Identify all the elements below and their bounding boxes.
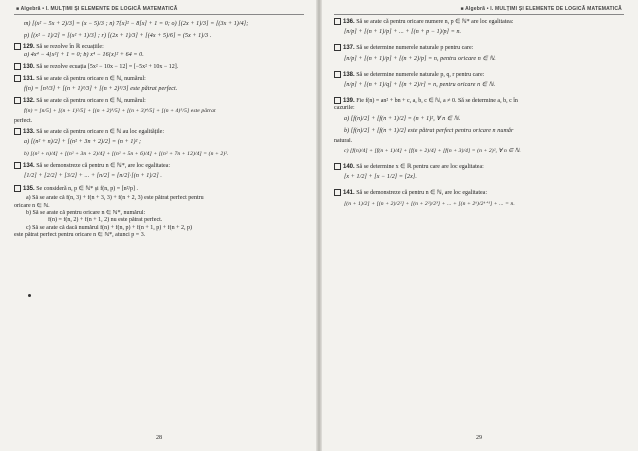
problem-part-b: b) [f(n)/2] + [f(n + 1)/2] este pătrat perfect pentru oricare n număr (344, 127, 514, 134)
problem-number: 139. (343, 97, 355, 104)
checkbox-square-icon (14, 43, 21, 50)
equation-text: [(x² − 1)/2] = [(x² + 1)/3] ; r) [(2x + 1)/3] + [(4x + 5)/6] = (5x + 1)/3 . (30, 33, 212, 39)
problem-133 (14, 128, 306, 160)
problem-part-a: a) Să se arate că f(n, 3) + f(n + 3, 3) + f(n + 2, 3) este pătrat perfect pentru (26, 195, 204, 202)
problem-text: Să se demonstreze că pentru n ∈ ℕ, are loc egalitatea: (356, 190, 487, 197)
problem-137 (334, 44, 626, 64)
right-header-rule (334, 14, 624, 15)
left-page-body (14, 18, 306, 242)
problem-equation: [x + 1/2] + [x − 1/2] = [2x]. (344, 174, 417, 181)
problem-text: Fie f(n) = an² + bn + c, a, b, c ∈ ℕ, a ≠ 0. Să se determine a, b, c în (356, 97, 518, 104)
problem-equation: [n/p] + [(n + 1)/p] + [(n + 2)/p] = n, pentru oricare n ∈ ℕ. (344, 55, 496, 62)
checkbox-square-icon (14, 128, 21, 135)
problem-number: 134. (23, 162, 35, 169)
problem-text: Să se arate că pentru oricare numere n, p ∈ ℕ* are loc egalitatea: (356, 18, 514, 25)
problem-138 (334, 71, 626, 91)
problem-part-a: a) [f(n)/2] + [f(n + 1)/2] = (n + 1)², ∀ n ∈ ℕ. (344, 115, 461, 122)
right-page (320, 0, 638, 451)
problem-equation: [n/p] + [(n + 1)/q] + [(n + 2)/r] = n, pentru oricare n ∈ ℕ. (344, 81, 496, 88)
checkbox-square-icon (334, 97, 341, 104)
equation-label: p) (24, 33, 30, 39)
problem-number: 129. (23, 43, 35, 50)
equation-line (24, 31, 306, 42)
problem-text: Să se arate că pentru oricare n ∈ ℕ, numărul: (36, 75, 146, 82)
problem-130 (14, 62, 306, 73)
equation-text: [(x² − 5x + 2)/3] = (x − 5)/3 ; n) 7{x}² − 8[x] + 1 = 0; o) [(2x + 1)/3] = [(3x + 1)/4]; (32, 21, 249, 27)
checkbox-square-icon (14, 63, 21, 70)
checkbox-square-icon (14, 185, 21, 192)
problem-number: 135. (23, 186, 35, 193)
problem-text: Să se determine numerele naturale p, q, r pentru care: (356, 71, 485, 78)
checkbox-square-icon (334, 163, 341, 170)
left-page-number: 28 (156, 435, 162, 441)
problem-continuation: oricare n ∈ ℕ. (14, 202, 50, 209)
problem-131 (14, 75, 306, 95)
problem-129 (14, 43, 306, 60)
problem-part-b-formula: f(n) = f(n, 2) + f(n + 1, 2) nu este pătrat perfect. (48, 217, 163, 224)
problem-number: 130. (23, 63, 35, 70)
problem-number: 133. (23, 128, 35, 135)
problem-text: Să se arate că pentru oricare n ∈ ℕ, numărul: (36, 97, 146, 104)
problem-number: 138. (343, 71, 355, 78)
problem-136 (334, 18, 626, 38)
problem-equation: a) 4x⁴ − 4[x²] + 1 = 0; b) x⁴ − 16[x]² + 64 = 0. (24, 52, 144, 59)
left-running-header: ■ Algebră • I. MULȚIMI ȘI ELEMENTE DE LOGICĂ MATEMATICĂ (16, 6, 178, 12)
problem-equation: [n/p] + [(n + 1)/p] + ... + [(n + p − 1)/p] = n. (344, 29, 462, 36)
problem-number: 131. (23, 75, 35, 82)
problem-continuation: cazurile: (334, 105, 355, 112)
equation-line (24, 19, 306, 30)
problem-continuation: natural. (334, 137, 353, 144)
problem-equation-a: a) [(n² + n)/2] + [(n² + 3n + 2)/2] = (n + 1)² ; (24, 138, 142, 145)
left-header-rule (14, 14, 304, 15)
problem-text: Să se demonstreze că pentru n ∈ ℕ*, are loc egalitatea: (36, 162, 170, 169)
problem-135 (14, 184, 306, 239)
problem-equation-b: b) [(n² + n)/4] + [(n² + 3n + 2)/4] + [(n² + 5n + 6)/4] + [(n² + 7n + 12)/4] = (n + 2)². (24, 150, 229, 157)
problem-140 (334, 163, 626, 183)
problem-text: Să se determine numerele naturale p pentru care: (356, 45, 474, 52)
problem-134 (14, 162, 306, 182)
problem-part-c: c) [f(n)/4] + [f(n + 1)/4] + [f(n + 2)/4] + [f(n + 3)/4] = (n + 2)², ∀ n ∈ ℕ. (344, 147, 521, 154)
problem-number: 140. (343, 163, 355, 170)
problem-text: Să se rezolve în ℝ ecuațiile: (36, 43, 104, 50)
checkbox-square-icon (334, 71, 341, 78)
checkbox-square-icon (14, 162, 21, 169)
right-page-number: 29 (476, 435, 482, 441)
problem-text: Să se arate că pentru oricare n ∈ ℕ au loc egalitățile: (36, 128, 164, 135)
problem-number: 132. (23, 97, 35, 104)
checkbox-square-icon (334, 189, 341, 196)
problem-number: 136. (343, 18, 355, 25)
left-page (0, 0, 318, 451)
problem-139 (334, 97, 626, 157)
checkbox-square-icon (334, 18, 341, 25)
problem-continuation: este pătrat perfect pentru oricare n ∈ ℕ*, atunci p = 3. (14, 232, 146, 239)
problem-text: Se consideră n, p ∈ ℕ* și f(n, p) = [n²/p] . (36, 186, 139, 193)
problem-equation: [(n + 1)/2] + [(n + 2)/2²] + [(n + 2²)/2³] + ... + [(n + 2ᵏ)/2ᵏ⁺¹] + ... = n. (344, 200, 515, 207)
right-running-header: ■ Algebră • I. MULȚIMI ȘI ELEMENTE DE LOGICĂ MATEMATICĂ (460, 6, 622, 12)
problem-text: Să se determine x ∈ ℝ pentru care are loc egalitatea: (356, 163, 484, 170)
problem-equation: f(n) = [n³/3] + [(n + 1)³/3] + [(n + 2)³/3] este pătrat perfect. (24, 85, 178, 92)
bullet-dot-icon (28, 294, 31, 297)
problem-equation: f(n) = [n/5] + [(n + 1)²/5] + [(n + 2)³/5] + [(n + 3)⁴/5] + [(n + 4)⁵/5] este pătrat (24, 108, 216, 115)
right-page-body (334, 18, 626, 212)
problem-part-c: c) Să se arate că dacă numărul f(n) + f(n, p) + f(n + 1, p) + f(n + 2, p) (26, 224, 193, 231)
equation-label: m) (24, 21, 31, 27)
problem-141 (334, 189, 626, 209)
checkbox-square-icon (14, 97, 21, 104)
checkbox-square-icon (14, 75, 21, 82)
problem-continuation: perfect. (14, 118, 33, 125)
problem-132 (14, 97, 306, 126)
problem-part-b: b) Să se arate că pentru oricare n ∈ ℕ*, numărul: (26, 210, 146, 217)
problem-number: 141. (343, 190, 355, 197)
problem-number: 137. (343, 45, 355, 52)
checkbox-square-icon (334, 44, 341, 51)
problem-equation: [1/2] + [2/2] + [3/2] + ... + [n/2] = [n/2]·[(n + 1)/2] . (24, 173, 163, 180)
problem-text: Să se rezolve ecuația [5x² − 10x − 12] = [−5x² + 10x − 12]. (36, 63, 179, 70)
